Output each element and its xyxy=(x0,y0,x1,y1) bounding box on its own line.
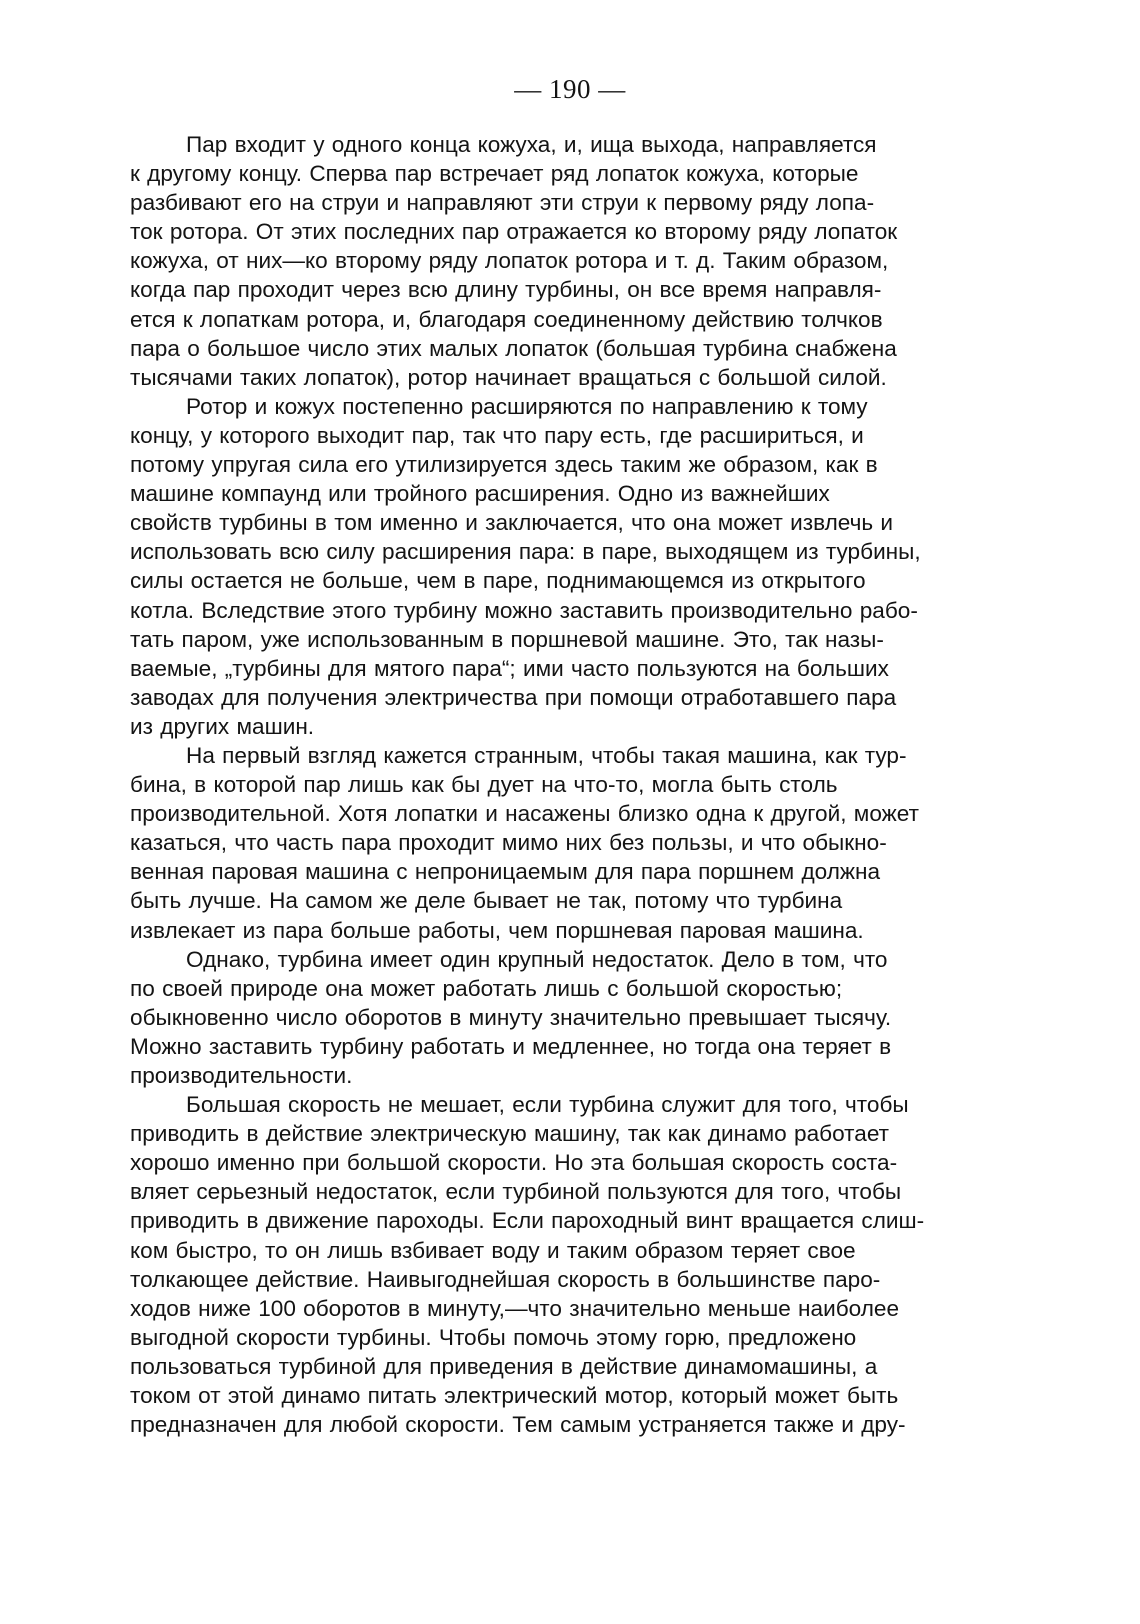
text-line: приводить в действие электрическую машину, так как динамо работает xyxy=(130,1121,889,1147)
text-line: силы остается не больше, чем в паре, поднимающемся из открытого xyxy=(130,568,866,594)
text-line: приводить в движение пароходы. Если пароходный винт вращается слиш- xyxy=(130,1208,925,1234)
paragraph xyxy=(130,945,1002,1090)
text-line: кожуха, от них—ко второму ряду лопаток ротора и т. д. Таким образом, xyxy=(130,248,889,274)
text-line: Большая скорость не мешает, если турбина служит для того, чтобы xyxy=(186,1092,909,1118)
text-line: ходов ниже 100 оборотов в минуту,—что значительно меньше наиболее xyxy=(130,1295,900,1321)
text-line: пользоваться турбиной для приведения в действие динамомашины, а xyxy=(130,1353,878,1379)
text-line: На первый взгляд кажется странным, чтобы такая машина, как тур- xyxy=(186,742,907,768)
text-line: котла. Вследствие этого турбину можно заставить производительно рабо- xyxy=(130,597,918,623)
paragraph xyxy=(130,392,1002,741)
text-line: использовать всю силу расширения пара: в паре, выходящем из турбины, xyxy=(130,539,921,565)
text-line: пара о большое число этих малых лопаток (большая турбина снабжена xyxy=(130,335,897,361)
text-line: производительной. Хотя лопатки и насажены близко одна к другой, может xyxy=(130,801,919,827)
text-line: заводах для получения электричества при помощи отработавшего пара xyxy=(130,684,897,710)
text-line: бина, в которой пар лишь как бы дует на что-то, могла быть столь xyxy=(130,772,838,798)
text-line: толкающее действие. Наивыгоднейшая скорость в большинстве паро- xyxy=(130,1266,881,1292)
text-line: концу, у которого выходит пар, так что пару есть, где расшириться, и xyxy=(130,422,864,448)
text-line: предназначен для любой скорости. Тем самым устраняется также и дру- xyxy=(130,1412,906,1438)
text-line: казаться, что часть пара проходит мимо них без пользы, и что обыкно- xyxy=(130,830,887,856)
text-line: потому упругая сила его утилизируется здесь таким же образом, как в xyxy=(130,452,878,478)
text-line: тысячами таких лопаток), ротор начинает вращаться с большой силой. xyxy=(130,364,887,390)
text-line: венная паровая машина с непроницаемым для пара поршнем должна xyxy=(130,859,881,885)
text-line: тать паром, уже использованным в поршневой машине. Это, так назы- xyxy=(130,626,884,652)
text-line: вляет серьезный недостаток, если турбиной пользуются для того, чтобы xyxy=(130,1179,902,1205)
text-line: ток ротора. От этих последних пар отражается ко второму ряду лопаток xyxy=(130,219,898,245)
paragraph xyxy=(130,1090,1002,1439)
text-line: обыкновенно число оборотов в минуту значительно превышает тысячу. xyxy=(130,1004,892,1030)
page-number: — 190 — xyxy=(514,74,626,104)
text-line: из других машин. xyxy=(130,713,315,739)
text-line: машине компаунд или тройного расширения. Одно из важнейших xyxy=(130,481,830,507)
text-line: Пар входит у одного конца кожуха, и, ища выхода, направляется xyxy=(186,132,877,157)
text-line: выгодной скорости турбины. Чтобы помочь этому горю, предложено xyxy=(130,1324,857,1350)
text-line: хорошо именно при большой скорости. Но эта большая скорость соста- xyxy=(130,1150,898,1176)
text-line: разбивают его на струи и направляют эти струи к первому ряду лопа- xyxy=(130,190,875,216)
text-line: свойств турбины в том именно и заключается, что она может извлечь и xyxy=(130,510,894,536)
paragraph xyxy=(130,741,1002,945)
text-line: извлекает из пара больше работы, чем поршневая паровая машина. xyxy=(130,917,864,943)
text-body xyxy=(130,130,1002,1439)
text-line: к другому концу. Сперва пар встречает ряд лопаток кожуха, которые xyxy=(130,161,859,187)
text-line: Можно заставить турбину работать и медленнее, но тогда она теряет в xyxy=(130,1033,892,1059)
text-line: Однако, турбина имеет один крупный недостаток. Дело в том, что xyxy=(186,946,888,972)
text-line: по своей природе она может работать лишь с большой скоростью; xyxy=(130,975,843,1001)
text-line: ется к лопаткам ротора, и, благодаря соединенному действию толчков xyxy=(130,306,883,332)
text-line: ваемые, „турбины для мятого пара“; ими часто пользуются на больших xyxy=(130,655,889,681)
text-line: ком быстро, то он лишь взбивает воду и таким образом теряет свое xyxy=(130,1237,856,1263)
text-line: когда пар проходит через всю длину турбины, он все время направля- xyxy=(130,277,882,303)
text-line: производительности. xyxy=(130,1063,353,1088)
text-line: током от этой динамо питать электрический мотор, который может быть xyxy=(130,1383,899,1409)
text-line: быть лучше. На самом же деле бывает не так, потому что турбина xyxy=(130,888,843,914)
text-line: Ротор и кожух постепенно расширяются по направлению к тому xyxy=(186,393,868,419)
paragraph xyxy=(130,130,1002,392)
